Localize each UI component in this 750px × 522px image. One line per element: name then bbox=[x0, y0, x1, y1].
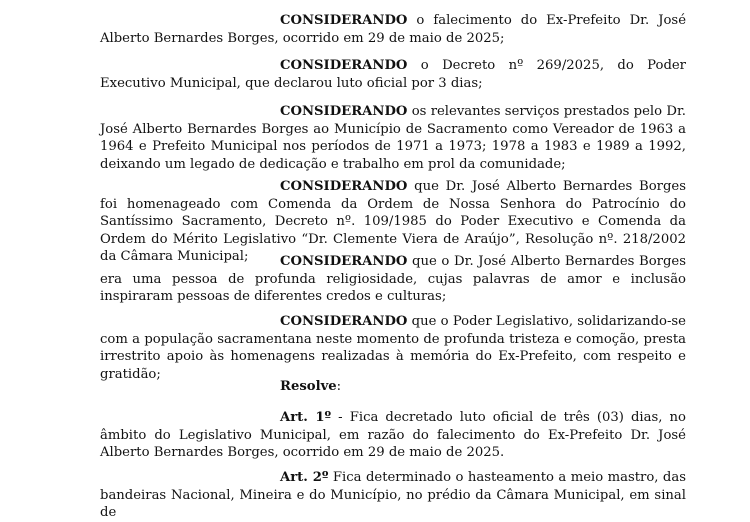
resolve-suffix: : bbox=[336, 379, 342, 394]
article-1 bbox=[100, 409, 686, 462]
considerando-2 bbox=[100, 57, 686, 92]
considerando-text: que Dr. José Alberto Bernardes Borges foi homenageado com Comenda da Ordem de Nossa Senhora do Patrocínio do Santíssimo Sacramento, Decreto nº. 109/1985 do Poder Executivo e Comenda da Ordem do Mérito Legislativo “Dr. Clemente Viera de Araújo”, Resolução nº. 218/2002 da Câmara Municipal; bbox=[100, 179, 686, 264]
considerando-5 bbox=[100, 253, 686, 306]
article-label: Art. 2º bbox=[280, 470, 329, 485]
considerando-6 bbox=[100, 313, 686, 383]
considerando-text: que o Dr. José Alberto Bernardes Borges era uma pessoa de profunda religiosidade, cujas palavras de amor e inclusão inspiraram pessoas de diferentes credos e culturas; bbox=[100, 254, 686, 304]
considerando-text: o Decreto nº 269/2025, do Poder Executivo Municipal, que declarou luto oficial por 3 dias; bbox=[100, 58, 686, 91]
article-label: Art. 1º bbox=[280, 410, 332, 425]
resolve-keyword: Resolve bbox=[280, 379, 337, 394]
considerando-1 bbox=[100, 12, 686, 47]
article-text: Fica determinado o hasteamento a meio mastro, das bandeiras Nacional, Mineira e do Município, no prédio da Câmara Municipal, em sinal de bbox=[100, 470, 686, 520]
considerando-keyword: CONSIDERANDO bbox=[280, 314, 408, 329]
considerando-text: o falecimento do Ex-Prefeito Dr. José Alberto Bernardes Borges, ocorrido em 29 de maio de 2025; bbox=[100, 13, 686, 46]
considerando-keyword: CONSIDERANDO bbox=[280, 58, 408, 73]
considerando-3 bbox=[100, 103, 686, 173]
considerando-keyword: CONSIDERANDO bbox=[280, 13, 408, 28]
article-text: - Fica decretado luto oficial de três (03) dias, no âmbito do Legislativo Municipal, em razão do falecimento do Ex-Prefeito Dr. José Alberto Bernardes Borges, ocorrido em 29 de maio de 2025. bbox=[100, 410, 686, 460]
considerando-keyword: CONSIDERANDO bbox=[280, 179, 408, 194]
considerando-keyword: CONSIDERANDO bbox=[280, 254, 408, 269]
considerando-text: os relevantes serviços prestados pelo Dr. José Alberto Bernardes Borges ao Município de Sacramento como Vereador de 1963 a 1964 e Prefeito Municipal nos períodos de 1971 a 1973; 1978 a 1983 e 1989 a 1992, deixando um legado de dedicação e trabalho em prol da comunidade; bbox=[100, 104, 686, 172]
considerando-keyword: CONSIDERANDO bbox=[280, 104, 408, 119]
considerando-text: que o Poder Legislativo, solidarizando-se com a população sacramentana neste momento de profunda tristeza e comoção, presta irrestrito apoio às homenagens realizadas à memória do Ex-Prefeito, com respeito e gratidão; bbox=[100, 314, 686, 382]
article-2 bbox=[100, 469, 686, 522]
resolve-heading bbox=[100, 378, 686, 396]
